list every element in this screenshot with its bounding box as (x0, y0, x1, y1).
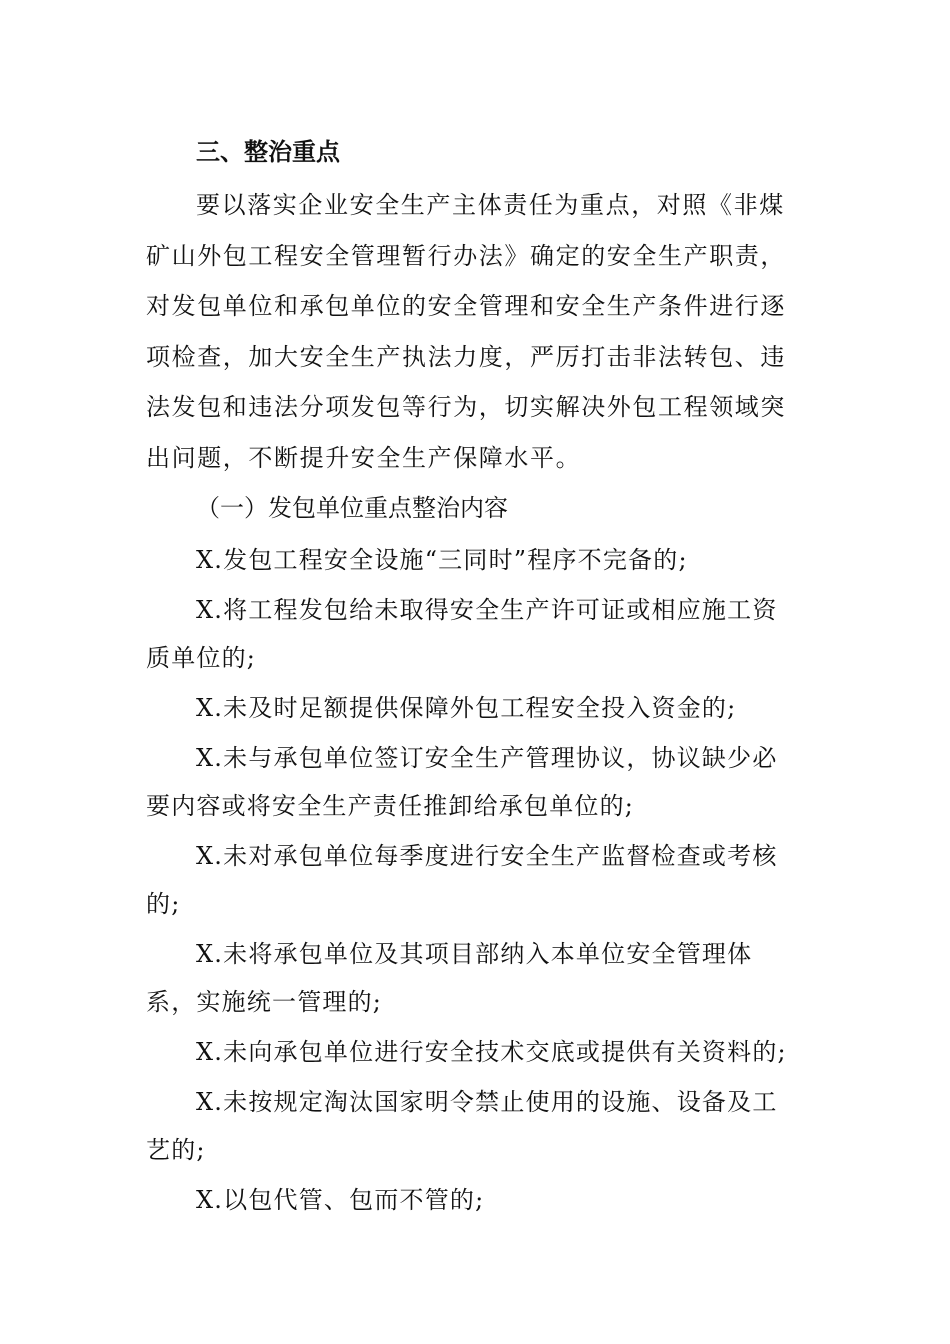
list-item: X.以包代管、包而不管的; (196, 1185, 485, 1214)
list-item: X.未按规定淘汰国家明令禁止使用的设施、设备及工艺的; (146, 1087, 778, 1164)
document-body (146, 131, 796, 1224)
list-item: X.将工程发包给未取得安全生产许可证或相应施工资质单位的; (146, 595, 778, 672)
list-item: X.发包工程安全设施“三同时”程序不完备的; (196, 545, 688, 574)
list-item: X.未对承包单位每季度进行安全生产监督检查或考核的; (146, 841, 778, 918)
list-item: X.未将承包单位及其项目部纳入本单位安全管理体系，实施统一管理的; (146, 939, 753, 1016)
list-item: X.未及时足额提供保障外包工程安全投入资金的; (196, 693, 737, 722)
subsection-title: （一）发包单位重点整治内容 (196, 494, 508, 522)
list-item: X.未向承包单位进行安全技术交底或提供有关资料的; (196, 1037, 787, 1066)
section-heading: 三、整治重点 (196, 138, 340, 166)
list-item: X.未与承包单位签订安全生产管理协议，协议缺少必要内容或将安全生产责任推卸给承包单位的; (146, 743, 778, 820)
intro-paragraph: 要以落实企业安全生产主体责任为重点，对照《非煤矿山外包工程安全管理暂行办法》确定的安全生产职责，对发包单位和承包单位的安全管理和安全生产条件进行逐项检查，加大安全生产执法力度，严厉打击非法转包、违法发包和违法分项发包等行为，切实解决外包工程领域突出问题，不断提升安全生产保障水平。 (146, 191, 786, 472)
